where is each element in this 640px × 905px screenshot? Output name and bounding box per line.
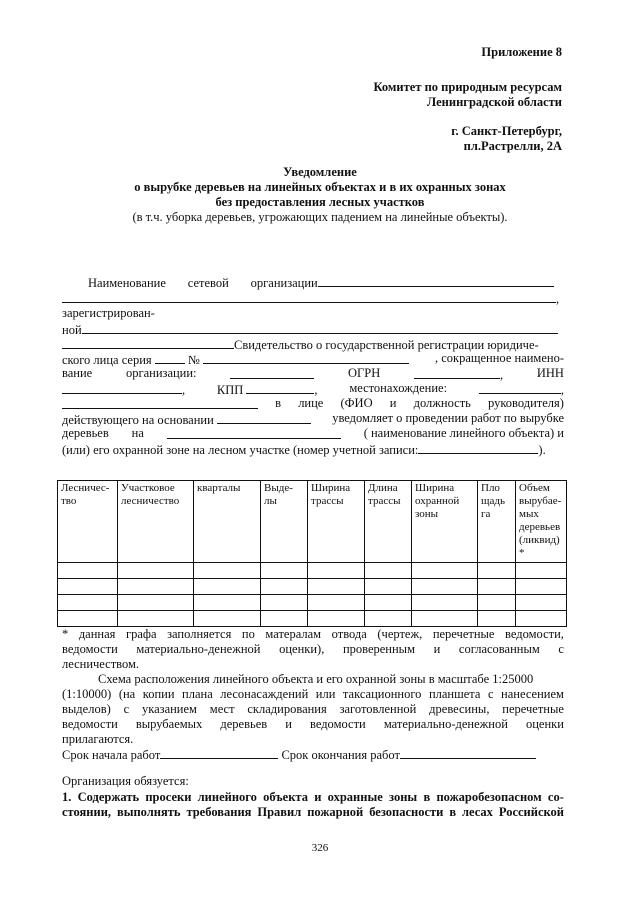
scheme-line-1: Схема расположения линейного объекта и его охранной зоны в масштабе 1:25000 [98, 672, 534, 686]
form-line-1 [88, 274, 564, 292]
word-fio: (ФИО [340, 396, 373, 410]
th-route-width: Ширина трассы [308, 481, 365, 563]
form-line-9 [62, 426, 564, 442]
start-date-blank[interactable] [160, 746, 278, 759]
org-name-blank[interactable] [318, 274, 554, 287]
comma: , [560, 383, 564, 397]
location-blank-2[interactable] [62, 396, 258, 409]
note-line-2: ведомости материально-денежной оценки), проверенным и согласованным с [62, 642, 564, 656]
form-line-2 [62, 290, 564, 308]
address-line-1: г. Санкт-Петербург, [451, 124, 562, 138]
label-certificate: Свидетельство о государственной регистрации юридиче- [234, 338, 539, 352]
obligations-heading: Организация обязуется: [62, 774, 189, 788]
word-position: должность [413, 396, 471, 410]
form-line-reg: зарегистрирован- [62, 306, 155, 320]
label-ogrn: ОГРН [348, 366, 381, 380]
basis-blank[interactable] [217, 411, 311, 424]
label-setevoy: сетевой [187, 276, 229, 290]
label-short-name: , сокращенное наимено- [434, 351, 564, 365]
th-allotments: Выде-лы [261, 481, 308, 563]
label-naimenovanie: Наименование [88, 276, 166, 290]
committee-line-1: Комитет по природным ресурсам [373, 80, 562, 94]
word-head: руководителя) [488, 396, 564, 410]
cert-blank[interactable] [62, 336, 234, 349]
comma: , [556, 292, 560, 306]
th-quarters: кварталы [194, 481, 261, 563]
label-start-date: Срок начала работ [62, 748, 161, 762]
end-date-blank[interactable] [400, 746, 536, 759]
th-volume: Объем вырубае-мых деревьев (ликвид) * [516, 481, 567, 563]
comma: , [182, 383, 186, 397]
comma: , [499, 368, 504, 382]
label-notifies: уведомляет о проведении работ по вырубке [332, 411, 564, 425]
scheme-line-5: прилагаются. [62, 732, 134, 746]
label-series: ского лица серия [62, 353, 152, 367]
comma: , [314, 383, 318, 397]
committee-line-2: Ленинградской области [426, 95, 562, 109]
label-record-number: (или) его охранной зоне на лесном участке (номер учетной записи: [62, 443, 419, 457]
series-blank[interactable] [155, 351, 185, 364]
form-line-7 [62, 396, 564, 412]
th-route-length: Длина трассы [365, 481, 412, 563]
table-row[interactable] [58, 611, 567, 627]
th-forestry: Лесничес-тво [58, 481, 118, 563]
label-organizatsii: организации [250, 276, 318, 290]
number-blank[interactable] [203, 351, 409, 364]
word-na: на [131, 426, 144, 440]
table-header-row [58, 481, 567, 563]
obligation-item-1-cont: стоянии, выполнять требования Правил пожарной безопасности в лесах Российской [62, 805, 564, 819]
ogrn-blank[interactable] [414, 366, 500, 379]
scheme-line-3: выделов) с указанием мест складирования заготовленной древесины, перечетные [62, 702, 564, 716]
word-i: и [389, 396, 397, 410]
page-number: 326 [311, 842, 329, 854]
table-row[interactable] [58, 563, 567, 579]
kpp-blank[interactable] [246, 381, 314, 394]
title-note: (в т.ч. уборка деревьев, угрожающих падением на линейные объекты). [132, 210, 508, 224]
th-zone-width: Ширина охранной зоны [412, 481, 478, 563]
label-end-date: Срок окончания работ [281, 748, 400, 762]
table-row[interactable] [58, 595, 567, 611]
label-vanie: вание [62, 366, 93, 380]
title-condition: без предоставления лесных участков [215, 195, 425, 209]
table-row[interactable] [58, 579, 567, 595]
obligation-item-1: 1. Содержать просеки линейного объекта и охранные зоны в пожаробезопасном со- [62, 790, 564, 804]
address-line-2: пл.Растрелли, 2А [463, 139, 562, 153]
forest-area-table [57, 480, 567, 627]
title-heading: Уведомление [283, 165, 357, 179]
label-inn: ИНН [536, 366, 564, 380]
label-line-object: ( наименование линейного объекта) и [363, 426, 564, 440]
form-line-10 [62, 441, 564, 459]
short-name-blank[interactable] [230, 366, 314, 379]
inn-blank[interactable] [62, 381, 182, 394]
word-v: в [275, 396, 282, 410]
label-location: местонахождение: [349, 381, 448, 395]
scheme-line-4: ведомости вырубаемых деревьев и ведомости материально-денежной оценки [62, 717, 564, 731]
label-noy: ной [62, 323, 82, 337]
appendix-label: Приложение 8 [481, 45, 562, 59]
note-line-1: * данная графа заполняется по матералам отвода (чертеж, перечетные ведомости, [62, 627, 564, 641]
work-dates-line [62, 746, 564, 764]
location-blank[interactable] [479, 381, 561, 394]
note-line-3: лесничеством. [62, 657, 140, 671]
th-area: Пло щадь га [478, 481, 516, 563]
line-object-blank[interactable] [167, 426, 341, 439]
label-org: организации: [125, 366, 197, 380]
word-litse: лице [298, 396, 324, 410]
scheme-line-2: (1:10000) (на копии плана лесонасаждений или таксационного планшета с нанесением [62, 687, 564, 701]
label-basis: действующего на основании [62, 413, 214, 427]
record-number-blank[interactable] [418, 441, 538, 454]
word-trees: деревьев [62, 426, 109, 440]
org-name-blank-2[interactable] [62, 290, 556, 303]
closing-paren: ). [538, 443, 546, 457]
registration-blank[interactable] [82, 321, 558, 334]
th-district-forestry: Участковое лесничество [118, 481, 194, 563]
title-subject: о вырубке деревьев на линейных объектах и в их охранных зонах [134, 180, 506, 194]
label-number: № [187, 353, 200, 367]
label-kpp: КПП [216, 383, 244, 397]
